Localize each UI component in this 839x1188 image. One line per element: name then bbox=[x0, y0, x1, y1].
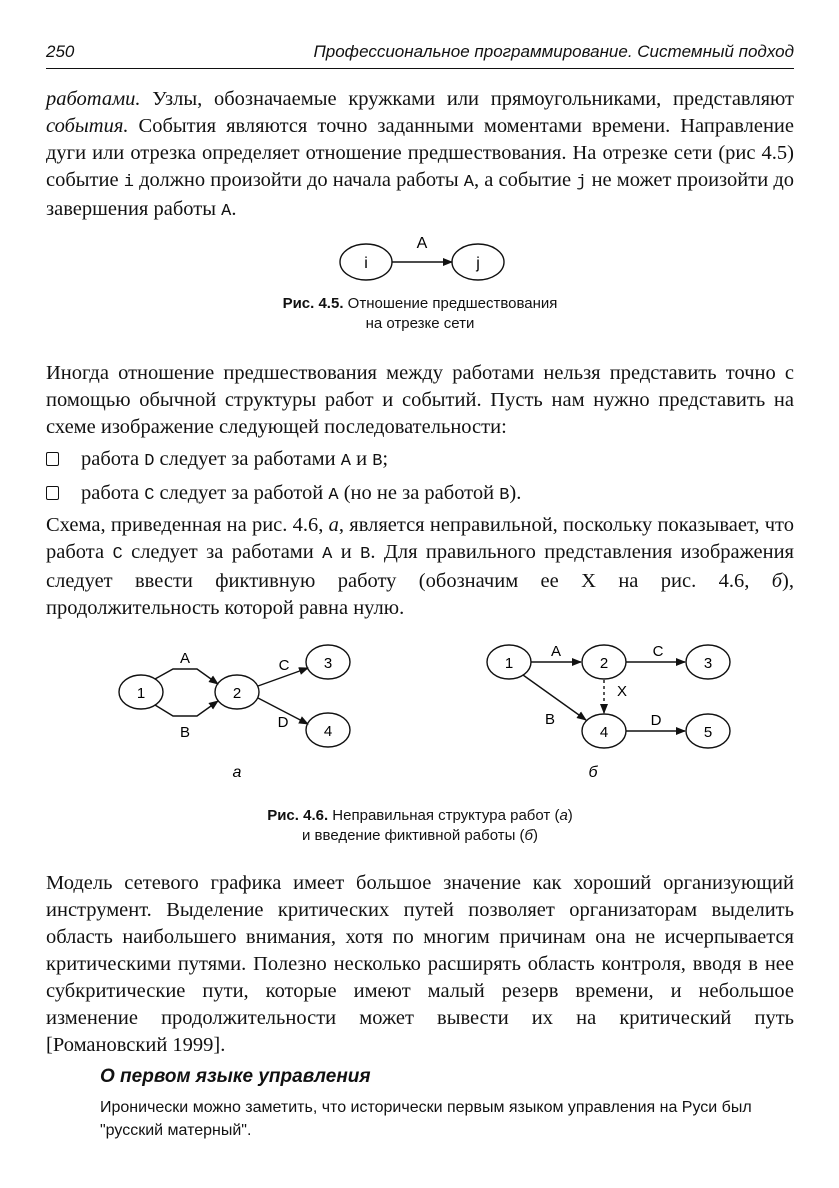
figure-4-5 bbox=[300, 222, 540, 292]
code-b-2: B bbox=[499, 486, 510, 505]
para3-text-e: . Для правильного представления изображения следует ввести фиктивную работу (обозначим ее X на рис. 4.6, bbox=[46, 541, 794, 592]
caption-4-5-label: Рис. 4.5. bbox=[282, 295, 344, 312]
bullet1-text-c: и bbox=[350, 448, 373, 470]
checkbox-bullet-icon bbox=[46, 486, 59, 500]
para1-text-a: Узлы, обозначаемые кружками или прямоугольниками, представляют bbox=[140, 88, 794, 110]
paragraph-2: Иногда отношение предшествования между работами нельзя представить точно с помощью обычной структуры работ и событий. Пусть нам нужно представить на схеме изображение следующей последовательности: bbox=[46, 362, 794, 438]
label-b-D: D bbox=[650, 712, 662, 729]
para3-text-b: , является неправильной, поскольку показывает, что работа bbox=[46, 514, 794, 563]
para3-text-d: и bbox=[332, 541, 361, 563]
edge-a-label: A bbox=[416, 235, 428, 252]
code-a-3: A bbox=[340, 452, 351, 471]
code-d: D bbox=[144, 452, 155, 471]
node-b-5-label: 5 bbox=[703, 724, 713, 741]
caption-4-6-l2b: ) bbox=[532, 827, 538, 844]
bullet1-text-a: работа bbox=[81, 448, 145, 470]
bullet2-text-d: ). bbox=[509, 482, 522, 504]
code-c-2: C bbox=[112, 545, 123, 564]
caption-4-5 bbox=[220, 294, 620, 334]
label-b-A: A bbox=[550, 643, 562, 660]
figure-4-6a bbox=[100, 632, 370, 792]
para1-text-d: , а событие bbox=[473, 169, 577, 191]
bullet2-text-c: (но не за работой bbox=[338, 482, 500, 504]
caption-4-5-line1: Отношение предшествования bbox=[343, 295, 558, 312]
code-i: i bbox=[123, 173, 134, 192]
code-a-4: A bbox=[328, 486, 339, 505]
node-b-4-label: 4 bbox=[599, 724, 609, 741]
code-a-5: A bbox=[322, 545, 333, 564]
label-a-D: D bbox=[277, 714, 289, 731]
bullet1-text-d: ; bbox=[382, 448, 389, 470]
page-number: 250 bbox=[46, 42, 75, 61]
caption-4-6-label: Рис. 4.6. bbox=[267, 807, 329, 824]
caption-4-6-l2i: б bbox=[524, 827, 533, 844]
caption-4-6-l1i: а bbox=[559, 807, 568, 824]
bullet1-text-b: следует за работами bbox=[154, 448, 341, 470]
para3-text-a: Схема, приведенная на рис. 4.6, bbox=[46, 514, 329, 536]
node-b-3-label: 3 bbox=[703, 655, 713, 672]
para3-ref-b: б bbox=[771, 570, 783, 592]
code-a-2: A bbox=[221, 202, 232, 221]
book-title: Профессиональное программирование. Системный подход bbox=[313, 42, 794, 61]
bullet-item-2 bbox=[46, 480, 794, 509]
label-b-B: B bbox=[544, 711, 556, 728]
paragraph-1 bbox=[46, 86, 794, 225]
label-a-A: A bbox=[179, 650, 191, 667]
label-b-X: X bbox=[616, 683, 628, 700]
node-a-2-label: 2 bbox=[232, 685, 242, 702]
term-events: события. bbox=[46, 115, 129, 137]
para1-text-f: . bbox=[231, 198, 237, 220]
caption-4-6-l2a: и введение фиктивной работы ( bbox=[302, 827, 525, 844]
sublabel-a: а bbox=[232, 764, 242, 781]
label-a-C: C bbox=[278, 657, 290, 674]
para3-ref-a: а bbox=[328, 514, 339, 536]
para1-text-c: должно произойти до начала работы bbox=[133, 169, 464, 191]
code-b: B bbox=[372, 452, 383, 471]
bullet2-text-b: следует за работой bbox=[154, 482, 329, 504]
figure-4-6b bbox=[470, 632, 750, 792]
running-header bbox=[46, 40, 794, 69]
edge-a-A bbox=[155, 669, 218, 684]
node-a-4-label: 4 bbox=[323, 723, 333, 740]
para1-text-e: не может произойти до завершения работы bbox=[46, 169, 794, 220]
code-a: A bbox=[463, 173, 474, 192]
caption-4-6-l1b: ) bbox=[567, 807, 573, 824]
code-j: j bbox=[576, 173, 587, 192]
node-b-2-label: 2 bbox=[599, 655, 609, 672]
caption-4-6-l1a: Неправильная структура работ ( bbox=[328, 807, 560, 824]
node-a-3-label: 3 bbox=[323, 655, 333, 672]
sublabel-b: б bbox=[588, 764, 598, 781]
checkbox-bullet-icon bbox=[46, 452, 59, 466]
paragraph-4: Модель сетевого графика имеет большое значение как хороший организующий инструмент. Выделение критических путей позволяет организаторам выделить область наибольшего внимания, хотя по многим причинам она не исчерпывается критическими путями. Полезно несколько расширять область контроля, вводя в нее субкритические пути, которые имеют малый резерв времени, и небольшое изменение продолжительности может вывести их на критический путь [Романовский 1999]. bbox=[46, 872, 794, 1056]
term-works: работами. bbox=[46, 88, 141, 110]
bullet-item-1 bbox=[46, 446, 794, 475]
label-a-B: B bbox=[179, 724, 191, 741]
sidebar-title: О первом языке управления bbox=[100, 1066, 371, 1087]
label-b-C: C bbox=[652, 643, 664, 660]
sidebar-text: Иронически можно заметить, что исторически первым языком управления на Руси был "русский матерный". bbox=[100, 1099, 752, 1139]
bullet2-text-a: работа bbox=[81, 482, 145, 504]
node-b-1-label: 1 bbox=[504, 655, 514, 672]
node-i-label: i bbox=[364, 255, 368, 272]
code-c: C bbox=[144, 486, 155, 505]
node-j-label: j bbox=[476, 255, 480, 272]
edge-a-B bbox=[155, 701, 218, 716]
para3-text-f: ), продолжительность которой равна нулю. bbox=[46, 570, 794, 619]
para3-text-c: следует за работами bbox=[122, 541, 323, 563]
paragraph-3 bbox=[46, 512, 794, 622]
code-b-3: B bbox=[360, 545, 371, 564]
node-a-1-label: 1 bbox=[136, 685, 146, 702]
caption-4-6 bbox=[200, 806, 640, 846]
para1-text-b: События являются точно заданными моментами времени. Направление дуги или отрезка определяет отношение предшествования. На отрезке сети (рис 4.5) событие bbox=[46, 115, 794, 191]
caption-4-5-line2: на отрезке сети bbox=[365, 315, 475, 332]
